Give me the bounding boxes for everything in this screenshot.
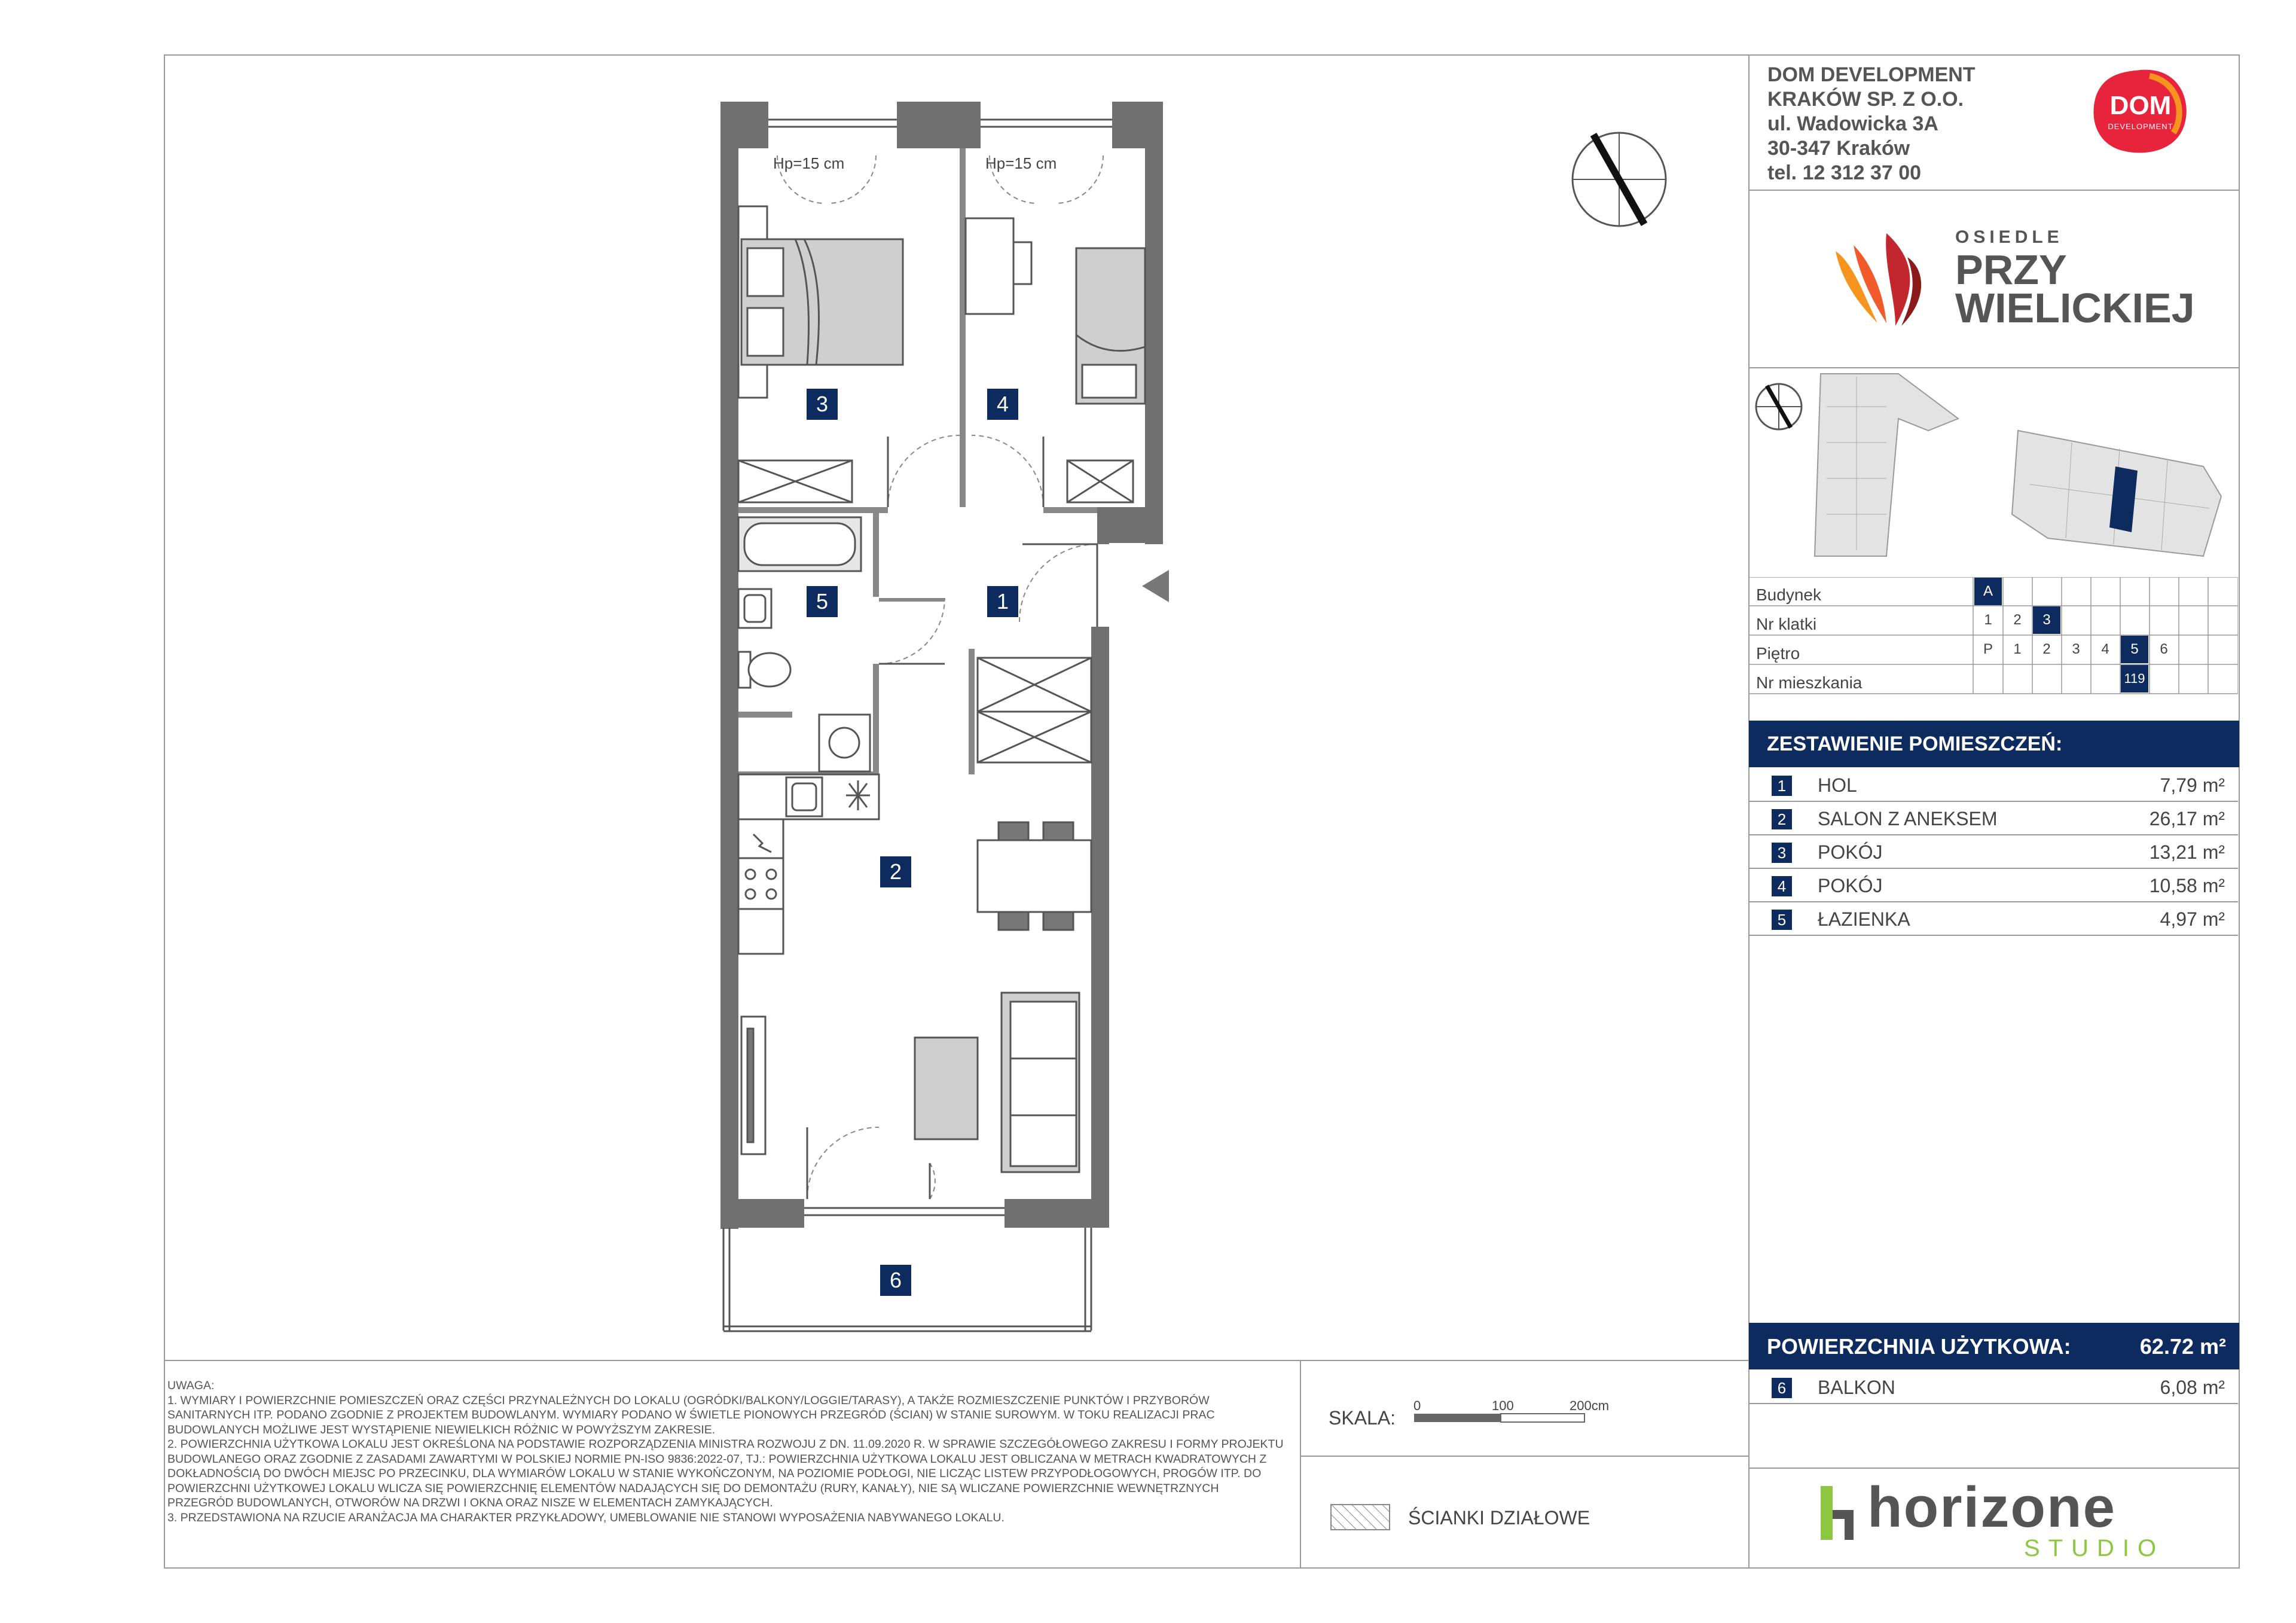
horizone-mark-icon [1821, 1486, 1863, 1540]
room-area: 10,58 m² [2149, 875, 2225, 896]
room-num: 2 [1772, 809, 1792, 829]
rooms-header: ZESTAWIENIE POMIESZCZEŃ: [1767, 733, 2063, 755]
room-label-2: 2 [880, 856, 911, 887]
wardrobes [738, 460, 1133, 762]
usable-area-bar [1749, 1323, 2239, 1369]
pietro-2: 2 [2042, 641, 2051, 657]
studio-text: STUDIO [2024, 1535, 2165, 1561]
room-name: ŁAZIENKA [1818, 908, 1910, 930]
entrance-marker [1142, 570, 1169, 602]
usable-area-value: 62.72 m² [2139, 1334, 2226, 1359]
budynek-label: Budynek [1756, 585, 1821, 604]
pietro-label: Piętro [1756, 644, 1800, 663]
site-key-plan [1749, 371, 2238, 562]
bathroom-fixtures [738, 517, 870, 771]
partition-legend-swatch [1330, 1504, 1390, 1531]
hp-label-right: Hp=15 cm [985, 154, 1057, 172]
horizone-studio-logo [1821, 1475, 2179, 1564]
company-line-4: 30-347 Kraków [1767, 137, 1910, 160]
note-2: 2. POWIERZCHNIA UŻYTKOWA LOKALU JEST OKREŚLONA NA PODSTAWIE ROZPORZĄDZENIA MINISTRA ROZWOJU Z DN. 11.09.2020 R. W SPRAWIE SZCZEGÓŁOWEGO ZAKRESU I FORMY PROJEKTU BUDOWLANEGO ORAZ ZGODNIE Z ZASADAMI ZAWARTYMI W POLSKIEJ NORMIE PN-ISO 9836:2022-07, TJ.: POWIERZCHNIA UŻYTKOWA LOKALU JEST OBLICZANA W METRACH KWADRATOWYCH Z DOKŁADNOŚCIĄ DO DWÓCH MIEJSC PO PRZECINKU, DLA WYMIARÓW LOKALU W STANIE WYKOŃCZONYM, NA POZIOMIE PODŁOGI, NIE LICZĄC LISTEW PRZYPODŁOGOWYCH, PROGÓW ITP. DO POWIERZCHNI UŻYTKOWEJ LOKALU WLICZA SIĘ POWIERZCHNIĘ ELEMENTÓW NADAJĄCYCH SIĘ DO DEMONTAŻU (RURY, KANAŁY), NIE SĄ WLICZANE POWIERZCHNIE WEWNĘTRZNYCH PRZEGRÓD BUDOWLANYCH, OTWORÓW NA DRZWI I OKNA ORAZ NISZE W ELEMENTACH ZAMYKAJĄCYCH. [167, 1438, 1284, 1509]
horizone-text: horizone [1867, 1475, 2116, 1539]
compass-icon [1573, 133, 1666, 226]
apartment-number: 119 [2121, 665, 2148, 692]
budynek-value-a: A [1974, 578, 2002, 605]
klatka-2: 2 [2013, 612, 2022, 628]
room-area: 7,79 m² [2160, 774, 2225, 796]
room-name: SALON Z ANEKSEM [1818, 808, 1998, 829]
partition-legend-label: ŚCIANKI DZIAŁOWE [1408, 1507, 1590, 1529]
room-row-1 [1749, 767, 2238, 802]
klatka-3: 3 [2033, 606, 2060, 634]
pietro-6: 6 [2160, 641, 2168, 657]
room-num: 6 [1772, 1378, 1792, 1398]
room-name: BALKON [1818, 1377, 1895, 1398]
project-logo-line2: PRZY [1955, 246, 2067, 293]
company-line-5: tel. 12 312 37 00 [1767, 161, 1922, 184]
desk-room-4 [966, 218, 1145, 404]
room-name: POKÓJ [1818, 875, 1883, 896]
dining-table [978, 822, 1091, 930]
dom-development-logo [2090, 67, 2191, 157]
notes-title: UWAGA: [167, 1379, 215, 1392]
room-num: 1 [1772, 776, 1792, 796]
scale-label: SKALA: [1329, 1407, 1396, 1429]
room-num: 4 [1772, 876, 1792, 896]
note-1: 1. WYMIARY I POWIERZCHNIE POMIESZCZEŃ ORAZ CZĘŚCI PRZYNALEŻNYCH DO LOKALU (OGRÓDKI/BALKONY/LOGGIE/TARASY), A TAKŻE ROZMIESZCZENIE PUNKTÓW I PRZYBORÓW SANITARNYCH ITP. PODANO ZGODNIE Z PROJEKTEM BUDOWLANYM. WYMIARY PODANO W ŚWIETLE PIONOWYCH PRZEGRÓD (ŚCIAN) W STANIE SUROWYM. W TOKU REALIZACJI PRAC BUDOWLANYCH MOŻLIWE JEST WYSTĄPIENIE NIEWIELKICH RÓŻNIC W POWYŻSZYM ZAKRESIE. [167, 1393, 1215, 1436]
room-row-5 [1749, 901, 2238, 936]
room-area: 26,17 m² [2149, 808, 2225, 829]
pietro-5: 5 [2121, 636, 2148, 663]
company-line-2: KRAKÓW SP. Z O.O. [1767, 88, 1964, 111]
company-line-1: DOM DEVELOPMENT [1767, 63, 1976, 86]
scale-bar [1414, 1413, 1587, 1424]
room-num: 3 [1772, 843, 1792, 863]
nr-klatki-label: Nr klatki [1756, 615, 1817, 633]
usable-area-label: POWIERZCHNIA UŻYTKOWA: [1767, 1334, 2071, 1359]
company-info [1767, 63, 1976, 185]
note-3: 3. PRZEDSTAWIONA NA RZUCIE ARANŻACJA MA CHARAKTER PRZYKŁADOWY, UMEBLOWANIE NIE STANOWI WYPOSAŻENIA NABYWANEGO LOKALU. [167, 1511, 1004, 1524]
project-logo-line1: OSIEDLE [1955, 227, 2063, 247]
project-logo-line3: WIELICKIEJ [1955, 285, 2195, 331]
pietro-4: 4 [2101, 641, 2109, 657]
hp-label-left: Hp=15 cm [773, 154, 845, 172]
rooms-header-bar [1749, 721, 2239, 767]
dom-logo-subtext: DEVELOPMENT [2108, 122, 2173, 131]
room-name: HOL [1818, 774, 1857, 796]
room-row-4 [1749, 868, 2238, 902]
room-area: 13,21 m² [2149, 841, 2225, 863]
company-line-3: ul. Wadowicka 3A [1767, 112, 1938, 135]
bed-room-3 [738, 206, 903, 398]
room-area: 4,97 m² [2160, 908, 2225, 930]
room-name: POKÓJ [1818, 841, 1883, 863]
klatka-1: 1 [1984, 612, 1992, 628]
room-row-6 [1749, 1369, 2238, 1404]
dom-logo-text: DOM [2109, 91, 2172, 120]
room-label-3: 3 [807, 389, 838, 420]
room-row-2 [1749, 801, 2238, 835]
room-row-3 [1749, 834, 2238, 869]
room-label-1: 1 [987, 586, 1018, 617]
scale-tick-0: 0 [1413, 1398, 1421, 1413]
pietro-3: 3 [2072, 641, 2080, 657]
living-room-furniture [741, 993, 1079, 1172]
notes [167, 1378, 1286, 1525]
scale-tick-100: 100 [1492, 1398, 1514, 1413]
flame-logo-icon [1830, 227, 1949, 329]
room-label-6: 6 [880, 1265, 911, 1296]
pietro-1: 1 [2013, 641, 2022, 657]
project-logo [1830, 227, 2195, 341]
room-label-5: 5 [807, 586, 838, 617]
room-area: 6,08 m² [2160, 1377, 2225, 1398]
kitchen-counter [738, 774, 879, 954]
room-label-4: 4 [987, 389, 1018, 420]
room-num: 5 [1772, 910, 1792, 930]
nr-mieszkania-label: Nr mieszkania [1756, 673, 1863, 692]
pietro-p: P [1983, 641, 1993, 657]
scale-tick-200: 200cm [1570, 1398, 1610, 1413]
